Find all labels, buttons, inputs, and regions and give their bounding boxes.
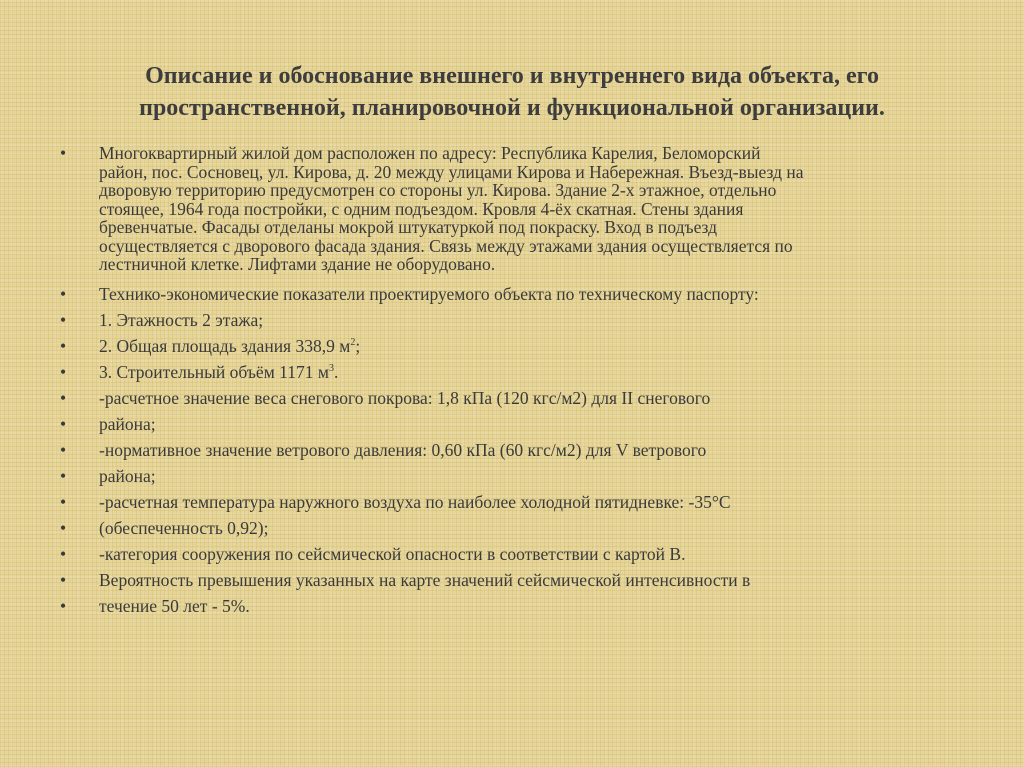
description-line: дворовую территорию предусмотрен со стороны ул. Кирова. Здание 2-х этажное, отдельно — [99, 180, 777, 200]
description-line: район, пос. Сосновец, ул. Кирова, д. 20 между улицами Кирова и Набережная. Въезд-выезд на — [99, 161, 804, 182]
area-unit-superscript: 2 — [350, 336, 356, 348]
bullet-item-seismic-probability: • Вероятность превышения указанных на карте значений сейсмической интенсивности в — [60, 567, 970, 593]
bullet-list — [60, 144, 970, 619]
volume-text: 3. Строительный объём 1171 м — [99, 361, 329, 382]
description-line: бревенчатые. Фасады отделаны мокрой штукатуркой под покраску. Вход в подъезд — [99, 217, 718, 237]
bullet-item-wind-region: • района; — [60, 463, 970, 489]
bullet-item-seismic-period: • течение 50 лет - 5%. — [60, 593, 970, 619]
bullet-item-seismic-category: • -категория сооружения по сейсмической опасности в соответствии с картой В. — [60, 541, 970, 567]
bullet-item-snow-region: • района; — [60, 411, 970, 437]
area-text: 2. Общая площадь здания 338,9 м — [99, 335, 351, 356]
bullet-item-temperature-provision: • (обеспеченность 0,92); — [60, 515, 970, 541]
description-line: осуществляется с дворового фасада здания. Связь между этажами здания осуществляется по — [99, 235, 793, 256]
description-line: • Многоквартирный жилой дом расположен по адресу: Республика Карелия, Беломорский — [99, 143, 761, 163]
slide-title — [40, 60, 984, 124]
bullet-item-wind-pressure: • -нормативное значение ветрового давления: 0,60 кПа (60 кгс/м2) для V ветрового — [60, 437, 970, 463]
bullet-item-temperature: • -расчетная температура наружного воздуха по наиболее холодной пятидневке: -35°С — [60, 489, 970, 515]
bullet-item-indicators-heading: • Технико-экономические показатели проектируемого объекта по техническому паспорту: — [60, 281, 970, 307]
bullet-item-description — [60, 144, 970, 274]
bullet-item-snow-load: • -расчетное значение веса снегового покрова: 1,8 кПа (120 кгс/м2) для II снегового — [60, 385, 970, 411]
bullet-item-volume — [60, 359, 970, 385]
area-tail: ; — [355, 335, 361, 356]
description-line: стоящее, 1964 года постройки, с одним подъездом. Кровля 4-ёх скатная. Стены здания — [99, 198, 744, 219]
slide-title-line-1: Описание и обоснование внешнего и внутреннего вида объекта, его — [145, 63, 879, 89]
description-line: лестничной клетке. Лифтами здание не оборудовано. — [99, 254, 496, 274]
volume-unit-superscript: 3 — [328, 362, 334, 374]
volume-tail: . — [333, 361, 339, 382]
slide-title-line-2: пространственной, планировочной и функциональной организации. — [139, 95, 885, 121]
bullet-item-area — [60, 333, 970, 359]
bullet-item-floors: • 1. Этажность 2 этажа; — [60, 307, 970, 333]
